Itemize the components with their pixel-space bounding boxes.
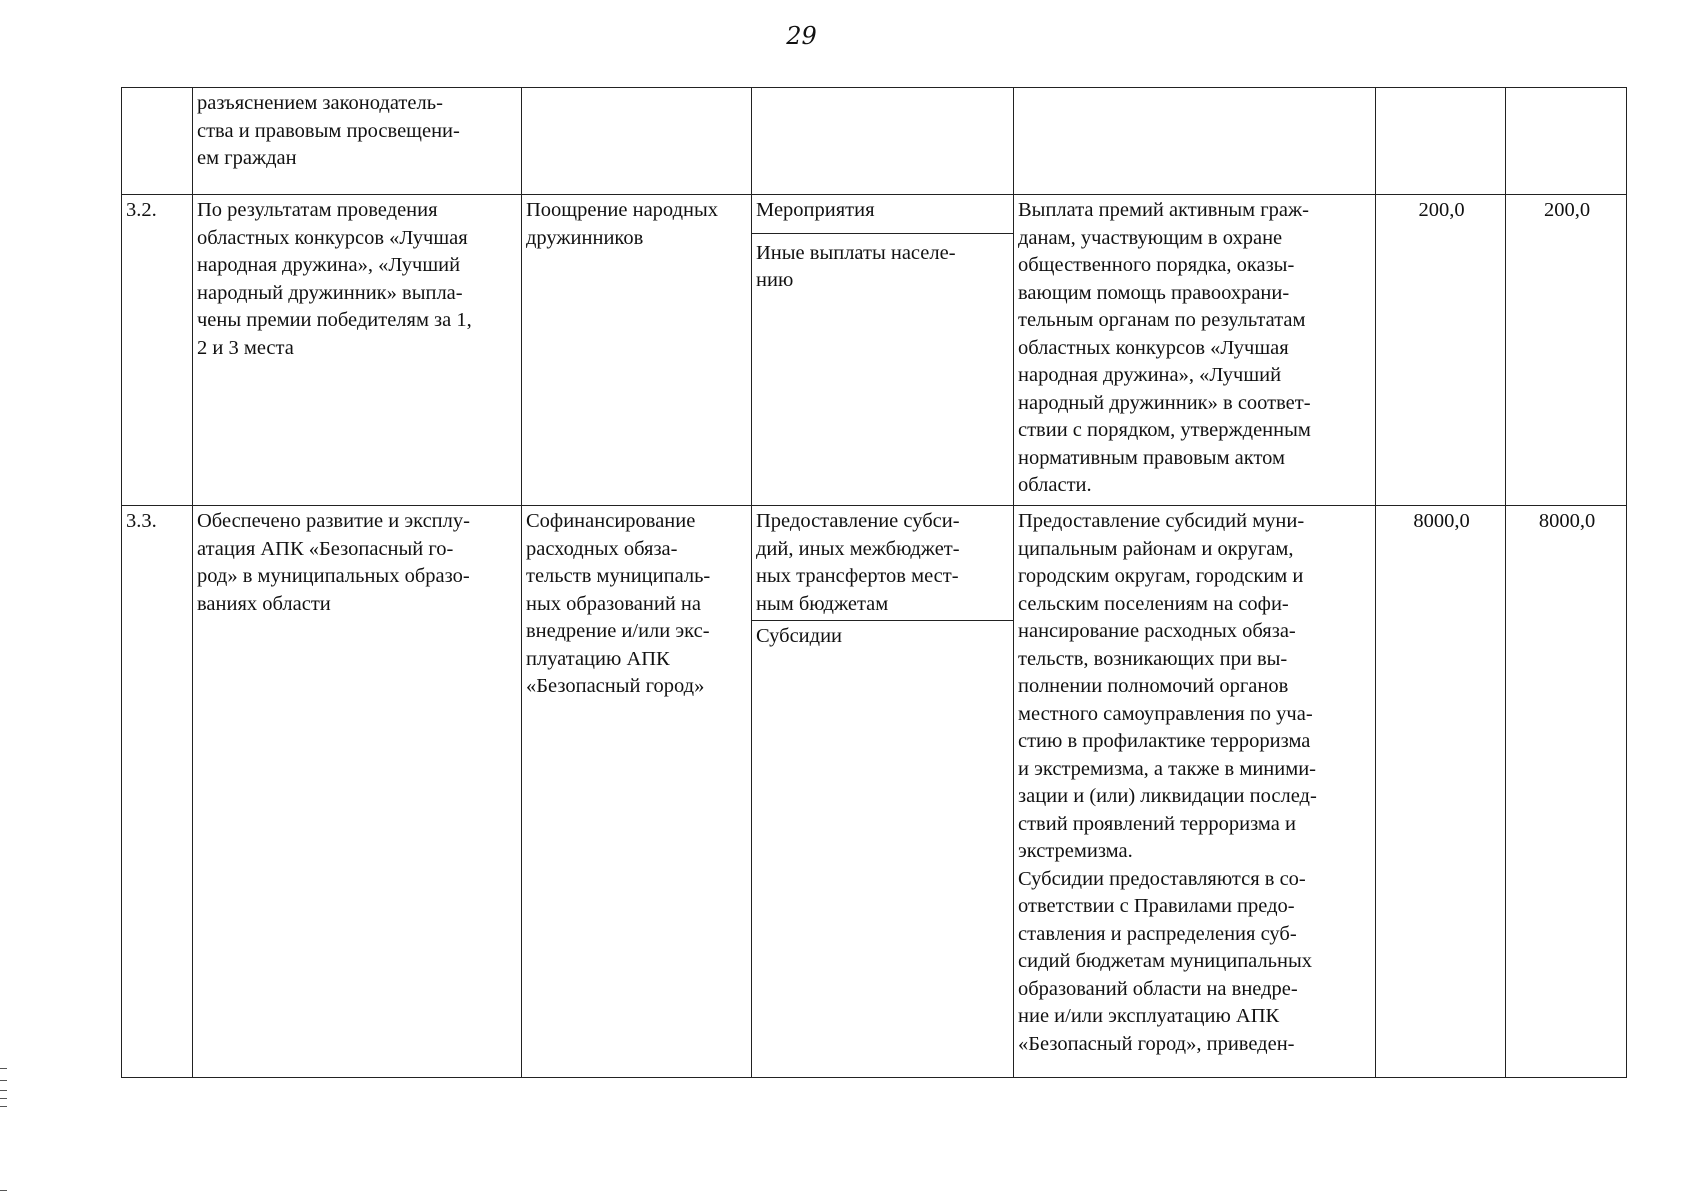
scan-margin-mark xyxy=(0,1068,7,1069)
page-number: 29 xyxy=(786,22,817,50)
expense-type-cell xyxy=(752,88,1014,195)
expense-type-primary: Предоставление субси- дий, иных межбюджет- ных трансфертов мест- ным бюджетам xyxy=(752,506,1013,621)
result-cell: По результатам проведения областных конкурсов «Лучшая народная дружина», «Лучший народный дружинник» выпла- чены премии победителям за 1, 2 и 3 места xyxy=(193,195,522,506)
plan-amount-cell xyxy=(1376,88,1506,195)
expense-type-secondary: Иные выплаты населе- нию xyxy=(756,241,956,291)
expense-type-cell xyxy=(752,195,1014,506)
scan-margin-mark xyxy=(0,1190,7,1191)
row-number-cell: 3.3. xyxy=(122,506,193,1078)
fact-amount-cell: 8000,0 xyxy=(1506,506,1627,1078)
expense-type-cell xyxy=(752,506,1014,1078)
fact-amount-cell xyxy=(1506,88,1627,195)
plan-amount-cell: 200,0 xyxy=(1376,195,1506,506)
plan-amount-cell: 8000,0 xyxy=(1376,506,1506,1078)
expense-type-primary: Мероприятия xyxy=(752,195,1013,234)
event-cell: Поощрение народных дружинников xyxy=(522,195,752,506)
result-cell: разъяснением законодатель- ства и правовым просвещени- ем граждан xyxy=(193,88,522,195)
fact-amount-cell: 200,0 xyxy=(1506,195,1627,506)
scan-margin-mark xyxy=(0,1098,7,1099)
scan-margin-mark xyxy=(0,1106,7,1107)
description-cell xyxy=(1014,88,1376,195)
event-cell xyxy=(522,88,752,195)
expense-type-secondary: Субсидии xyxy=(756,625,843,647)
row-number-cell xyxy=(122,88,193,195)
program-events-table xyxy=(121,87,1627,1078)
scan-margin-mark xyxy=(0,1080,7,1081)
event-cell: Софинансирование расходных обяза- тельств муниципаль- ных образований на внедрение и/или экс- плуатацию АПК «Безопасный город» xyxy=(522,506,752,1078)
table-row xyxy=(122,506,1627,1078)
table-row xyxy=(122,195,1627,506)
scan-margin-mark xyxy=(0,1090,7,1091)
row-number-cell: 3.2. xyxy=(122,195,193,506)
result-cell: Обеспечено развитие и эксплу- атация АПК «Безопасный го- род» в муниципальных образо- ваниях области xyxy=(193,506,522,1078)
description-cell: Предоставление субсидий муни- ципальным районам и округам, городским округам, городским и сельским поселениям на софи- нансирование расходных обяза- тельств, возникающих при вы- полнении полномочий органов местного самоуправления по уча- стию в профилактике терроризма и экстремизма, а также в миними- зации и (или) ликвидации послед- ствий проявлений терроризма и экстремизма. Субсидии предоставляются в со- ответствии с Правилами предо- ставления и распределения суб- сидий бюджетам муниципальных образований области на внедре- ние и/или эксплуатацию АПК «Безопасный город», приведен- xyxy=(1014,506,1376,1078)
description-cell: Выплата премий активным граж- данам, участвующим в охране общественного порядка, оказы- вающим помощь правоохрани- тельным органам по результатам областных конкурсов «Лучшая народная дружина», «Лучший народный дружинник» в соответ- ствии с порядком, утвержденным нормативным правовым актом области. xyxy=(1014,195,1376,506)
table-row xyxy=(122,88,1627,195)
